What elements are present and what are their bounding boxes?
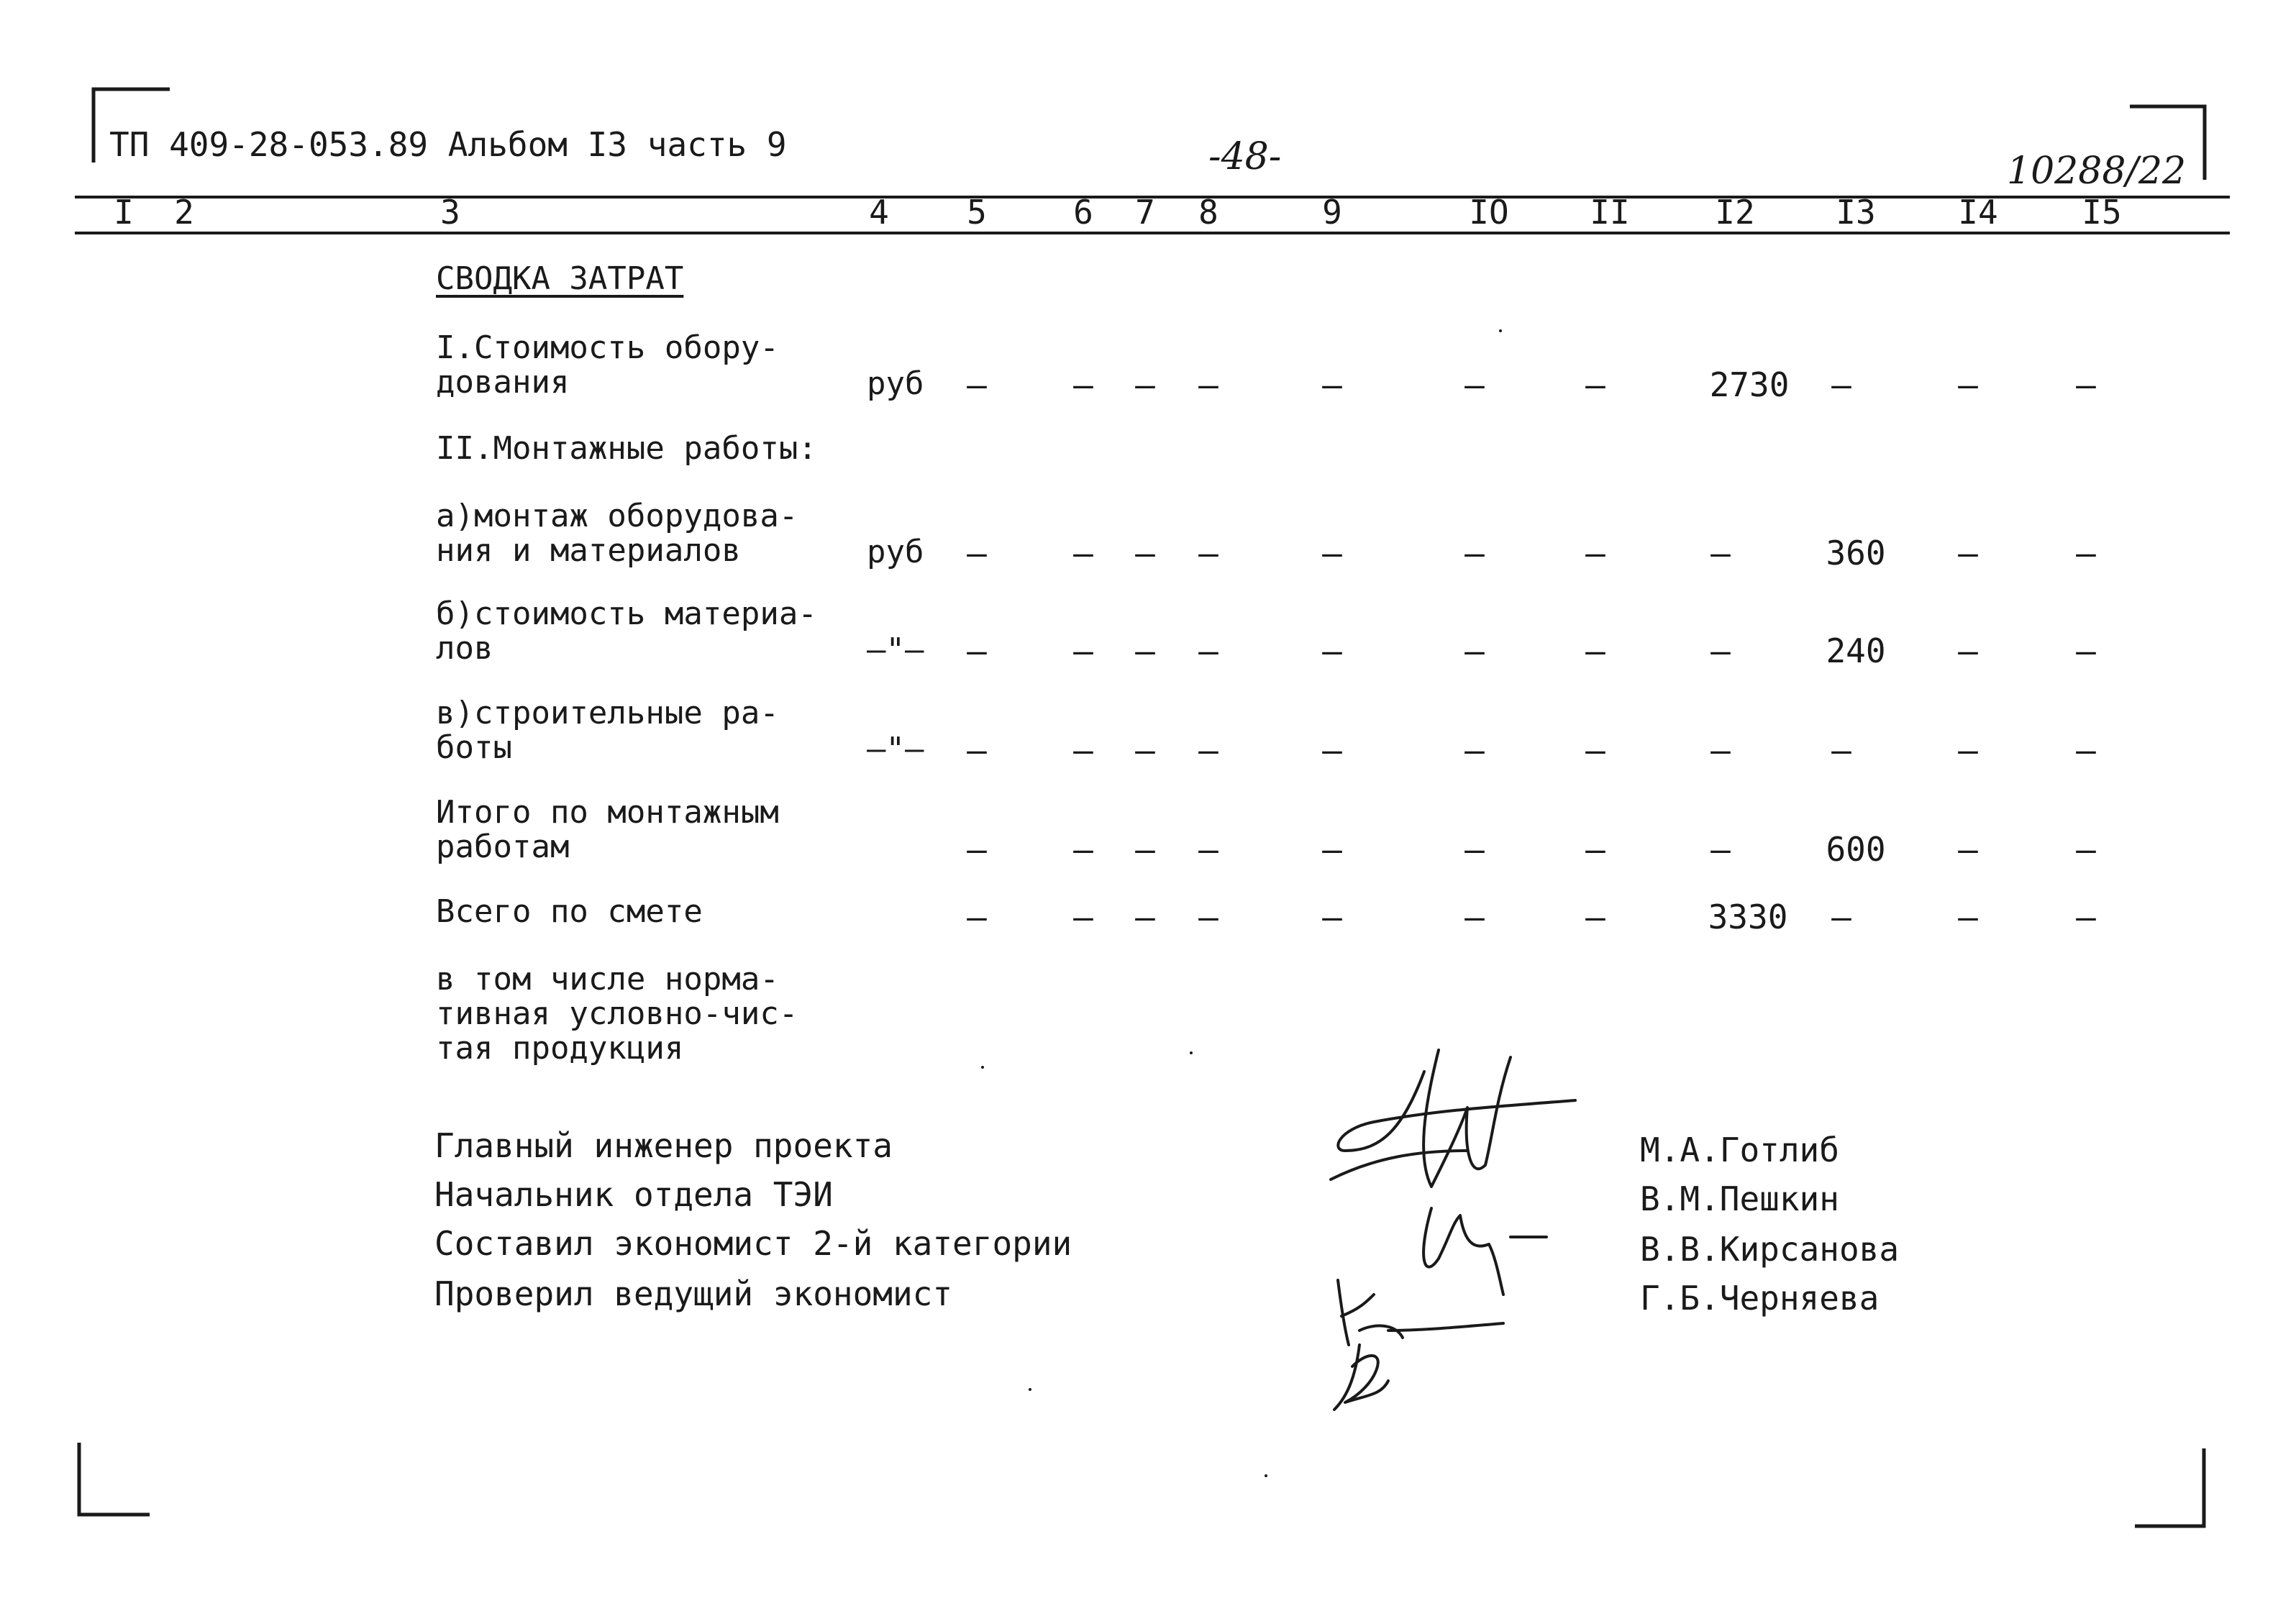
signatory-role: Составил экономист 2-й категории [434,1224,1072,1263]
table-cell: – [1322,365,1342,404]
row-label: в)строительные ра- боты [436,695,779,766]
scan-speck [1265,1474,1267,1477]
row-label: а)монтаж оборудова- ния и материалов [436,498,798,569]
table-cell: – [1198,830,1218,869]
table-cell: – [2076,898,2096,936]
column-number: I2 [1715,193,1755,232]
table-cell: – [1585,731,1605,770]
row-label: II.Монтажные работы: [436,430,817,467]
table-cell: 2730 [1709,365,1790,404]
table-cell: – [2076,731,2096,770]
row-label: б)стоимость материа- лов [436,595,817,667]
table-cell: – [1135,534,1155,572]
column-number: 8 [1198,193,1218,232]
table-cell: – [1958,534,1978,572]
column-number: 7 [1135,193,1155,232]
inventory-number: 10288/22 [2007,150,2187,193]
table-cell: – [1322,731,1342,770]
column-number: 4 [869,193,889,232]
table-cell: – [2076,534,2096,572]
table-cell: 240 [1826,631,1886,670]
page-number: -48- [1208,135,1282,178]
table-cell: – [1135,731,1155,770]
scan-speck [981,1066,984,1069]
corner-mark-bottom-left [75,1438,161,1525]
table-cell: – [2076,631,2096,670]
signatory-name: Г.Б.Черняева [1640,1279,1880,1318]
table-cell: – [1073,898,1093,936]
table-cell: – [1710,731,1731,770]
table-cell: 600 [1826,830,1886,869]
table-cell: – [1198,898,1218,936]
table-cell: – [1710,631,1731,670]
column-number: 2 [174,193,194,232]
table-cell: – [1135,898,1155,936]
table-cell: – [1322,830,1342,869]
table-cell: 3330 [1708,898,1788,936]
signature-image [1316,1043,1604,1417]
table-cell: – [1958,898,1978,936]
row-unit: –"– [867,731,924,767]
column-number: 5 [967,193,987,232]
table-cell: – [1073,830,1093,869]
table-cell: – [1710,534,1731,572]
table-cell: – [1198,731,1218,770]
table-cell: – [1464,898,1485,936]
document-reference: ТП 409-28-053.89 Альбом I3 часть 9 [109,125,787,164]
row-label: в том числе норма- тивная условно-чис- тая продукция [436,961,798,1067]
column-number: I4 [1958,193,1998,232]
table-cell: – [967,631,987,670]
table-cell: – [1464,830,1485,869]
table-cell: – [967,830,987,869]
signatory-role: Начальник отдела ТЭИ [434,1175,833,1214]
row-label: Всего по смете [436,893,703,930]
table-cell: – [1831,898,1851,936]
table-cell: – [2076,365,2096,404]
row-unit: –"– [867,631,924,668]
table-cell: – [1831,731,1851,770]
table-cell: – [1958,830,1978,869]
signatory-role: Главный инженер проекта [434,1126,893,1165]
table-cell: – [1073,631,1093,670]
table-cell: – [1585,830,1605,869]
table-cell: – [1073,365,1093,404]
signatory-role: Проверил ведущий экономист [434,1274,953,1313]
table-cell: – [1198,365,1218,404]
column-number: II [1590,193,1630,232]
table-cell: – [2076,830,2096,869]
table-cell: – [967,534,987,572]
table-cell: – [1322,534,1342,572]
table-cell: – [1135,365,1155,404]
table-cell: – [1464,534,1485,572]
table-cell: – [1135,830,1155,869]
table-cell: – [1135,631,1155,670]
column-number: 3 [440,193,460,232]
column-number: I [114,193,134,232]
table-cell: – [1958,731,1978,770]
signatory-name: В.В.Кирсанова [1640,1230,1900,1269]
column-number: 6 [1073,193,1093,232]
table-cell: – [1958,631,1978,670]
table-cell: – [1322,631,1342,670]
table-cell: – [1073,731,1093,770]
table-cell: 360 [1826,534,1886,572]
row-unit: руб [867,365,924,402]
table-cell: – [967,731,987,770]
table-cell: – [1464,365,1485,404]
column-number: IO [1469,193,1509,232]
column-number: 9 [1322,193,1342,232]
table-cell: – [1198,631,1218,670]
header-rule-bottom [75,232,2230,234]
row-label: I.Стоимость обору- дования [436,329,779,401]
table-cell: – [1585,631,1605,670]
scan-speck [1029,1388,1031,1391]
table-cell: – [967,898,987,936]
table-cell: – [1831,365,1851,404]
table-cell: – [1585,365,1605,404]
table-cell: – [1198,534,1218,572]
table-cell: – [1710,830,1731,869]
column-number: I5 [2082,193,2122,232]
table-cell: – [1585,534,1605,572]
signatory-name: М.А.Готлиб [1640,1131,1839,1169]
table-cell: – [1073,534,1093,572]
signatory-name: В.М.Пешкин [1640,1179,1839,1218]
table-cell: – [967,365,987,404]
scan-speck [1190,1051,1193,1054]
column-number: I3 [1836,193,1876,232]
scan-speck [1499,329,1502,332]
corner-mark-bottom-right [2132,1446,2218,1532]
table-cell: – [1464,631,1485,670]
table-cell: – [1958,365,1978,404]
section-title: СВОДКА ЗАТРАТ [436,260,684,297]
row-label: Итого по монтажным работам [436,794,779,865]
table-cell: – [1322,898,1342,936]
row-unit: руб [867,534,924,570]
table-cell: – [1464,731,1485,770]
table-cell: – [1585,898,1605,936]
